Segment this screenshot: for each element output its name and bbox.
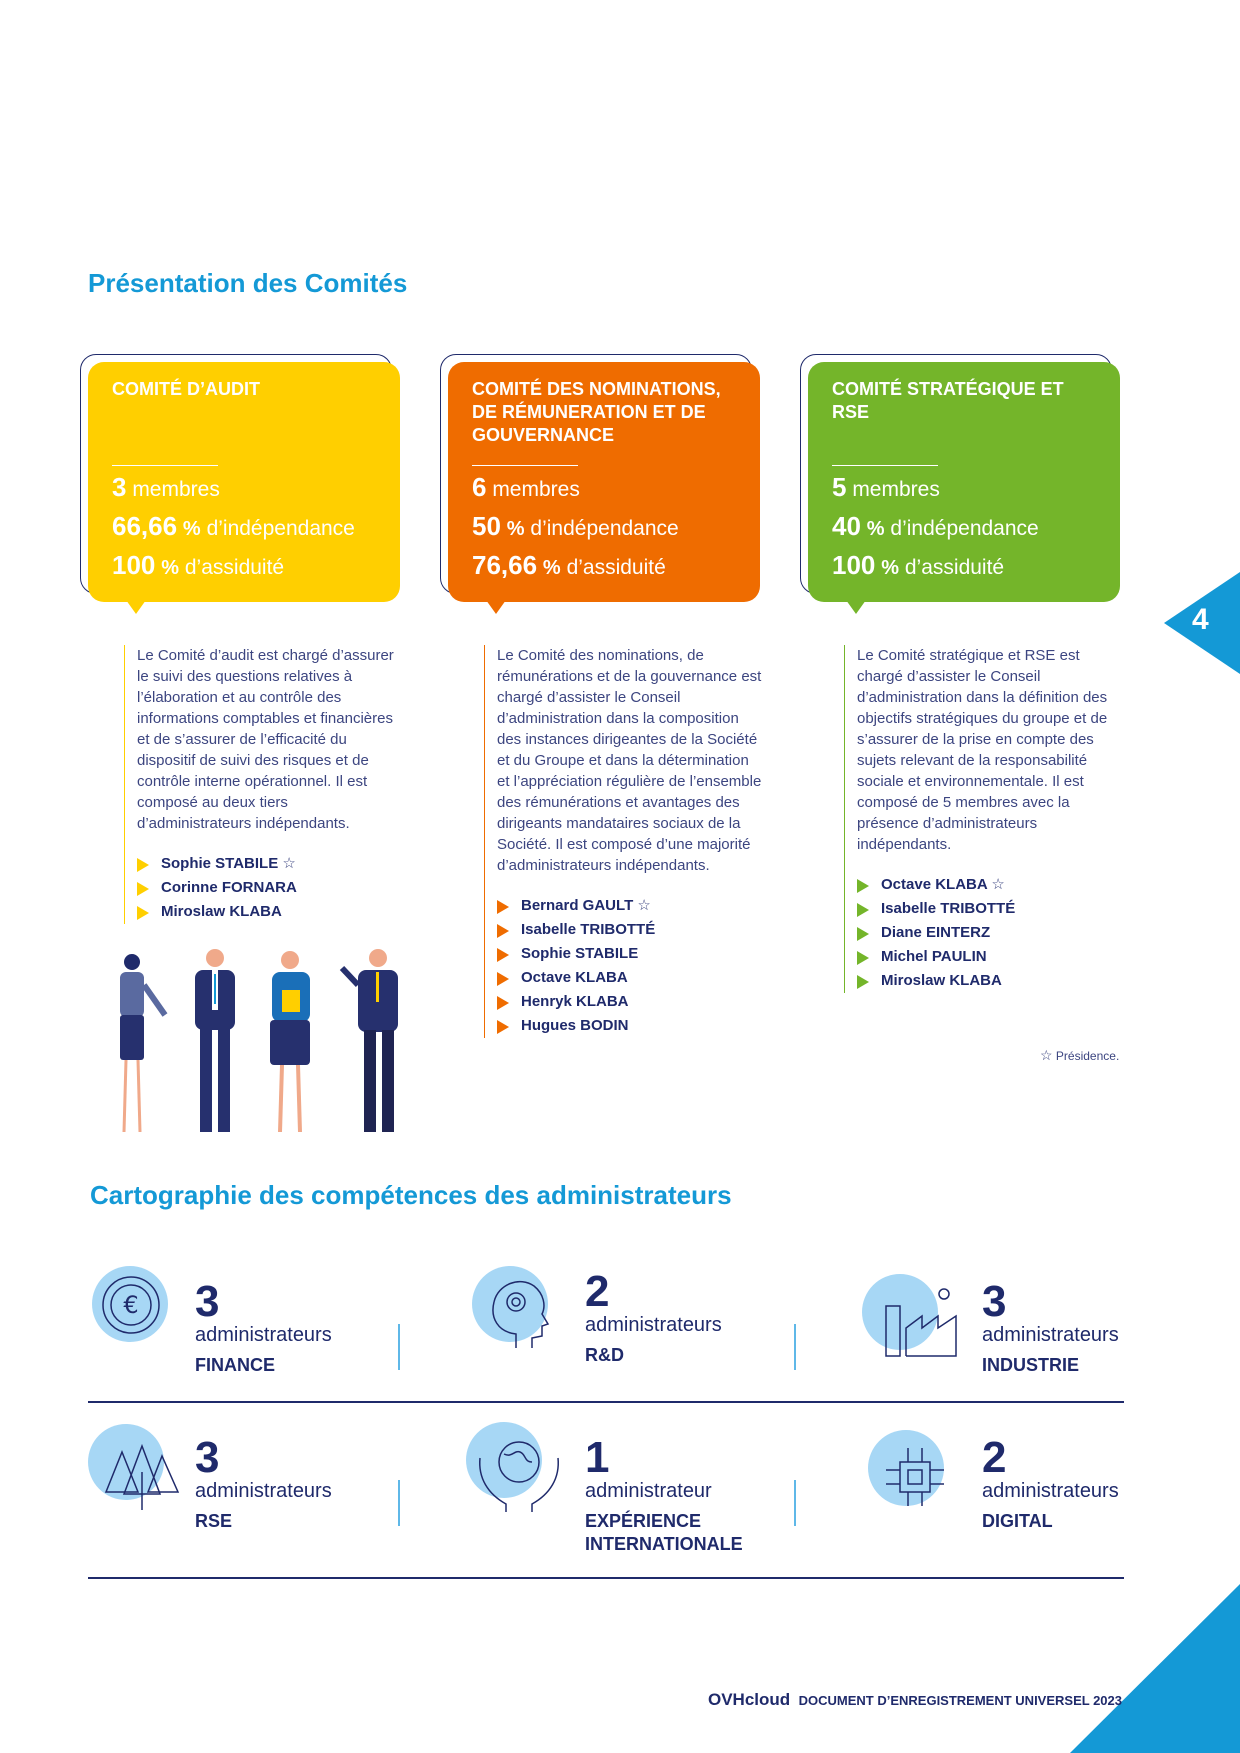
globe-hands-icon — [474, 1428, 564, 1514]
competence-international — [466, 1418, 746, 1554]
member-item: Octave KLABA ☆ — [857, 873, 1125, 897]
member-item: Henryk KLABA — [497, 990, 765, 1014]
member-item: Sophie STABILE ☆ — [137, 852, 405, 876]
business-people-illustration — [110, 940, 410, 1140]
member-item: Miroslaw KLABA — [857, 969, 1125, 993]
independence-stat: 50 % d’indépendance — [472, 511, 679, 541]
committees-section-title: Présentation des Comités — [88, 268, 408, 298]
competence-unit: administrateur — [585, 1480, 712, 1502]
competence-count: 1 — [585, 1433, 610, 1482]
member-item: Sophie STABILE — [497, 942, 765, 966]
member-list — [857, 873, 1125, 993]
footer-document-title: DOCUMENT D’ENREGISTREMENT UNIVERSEL 2023 — [798, 1693, 1122, 1708]
chapter-number: 4 — [1192, 603, 1209, 636]
member-item: Corinne FORNARA — [137, 876, 405, 900]
audit-committee-card — [88, 362, 400, 602]
competence-industrie — [862, 1262, 1142, 1382]
competence-unit: administrateurs — [982, 1480, 1119, 1502]
competence-category: EXPÉRIENCE INTERNATIONALE — [585, 1511, 743, 1554]
member-item: Isabelle TRIBOTTÉ — [497, 918, 765, 942]
competence-category: DIGITAL — [982, 1511, 1053, 1531]
competence-count: 2 — [982, 1433, 1007, 1482]
euro-coin-icon — [94, 1268, 168, 1342]
committee-title: COMITÉ STRATÉGIQUE ET RSE — [832, 379, 1064, 422]
attendance-stat: 100 % d’assiduité — [832, 550, 1005, 580]
committee-title: COMITÉ D’AUDIT — [112, 379, 260, 399]
competence-digital — [866, 1418, 1146, 1538]
competence-count: 3 — [195, 1433, 220, 1482]
page-footer — [708, 1690, 1122, 1710]
competence-count: 2 — [585, 1267, 610, 1316]
member-item: Isabelle TRIBOTTÉ — [857, 897, 1125, 921]
competences-section-title: Cartographie des compétences des administrateurs — [90, 1180, 732, 1210]
member-item: Miroslaw KLABA — [137, 900, 405, 924]
committee-title: COMITÉ DES NOMINATIONS, DE RÉMUNERATION ET DE GOUVERNANCE — [472, 379, 721, 445]
audit-committee-description: Le Comité d’audit est chargé d’assurer le suivi des questions relatives à l’élaboration et au contrôle des informations comptables et financières et de s’assurer de l’efficacité du dispositif de suivi des risques et de contrôle interne opérationnel. Il est composé au deux tiers d’administrateurs indépendants. Sophie STABILE ☆ Corinne FORNARA Miroslaw KLABA — [124, 645, 405, 924]
competence-count: 3 — [195, 1277, 220, 1326]
chip-icon — [880, 1442, 950, 1512]
competence-unit: administrateurs — [585, 1314, 722, 1336]
competence-rse — [88, 1418, 368, 1538]
footer-brand: OVHcloud — [708, 1690, 791, 1709]
corner-decoration — [1070, 1584, 1240, 1753]
members-stat: 5 membres — [832, 472, 940, 502]
member-list — [497, 894, 765, 1038]
competence-category: FINANCE — [195, 1355, 275, 1375]
trees-icon — [102, 1442, 182, 1512]
member-item: Diane EINTERZ — [857, 921, 1125, 945]
independence-stat: 40 % d’indépendance — [832, 511, 1039, 541]
member-item: Bernard GAULT ☆ — [497, 894, 765, 918]
member-item: Hugues BODIN — [497, 1014, 765, 1038]
competence-category: R&D — [585, 1345, 624, 1365]
competence-unit: administrateurs — [195, 1324, 332, 1346]
competence-rd — [470, 1262, 750, 1382]
head-gear-icon — [476, 1268, 562, 1354]
independence-stat: 66,66 % d’indépendance — [112, 511, 355, 541]
strategy-committee-card — [808, 362, 1120, 602]
competence-unit: administrateurs — [195, 1480, 332, 1502]
competence-category: RSE — [195, 1511, 233, 1531]
members-stat: 6 membres — [472, 472, 580, 502]
factory-icon — [882, 1288, 962, 1358]
member-item: Michel PAULIN — [857, 945, 1125, 969]
svg-text:€: € — [123, 1291, 139, 1319]
members-stat: 3 membres — [112, 472, 220, 502]
attendance-stat: 100 % d’assiduité — [112, 550, 285, 580]
member-list — [137, 852, 405, 924]
nominations-committee-card — [448, 362, 760, 602]
presidency-legend: ☆ Présidence. — [1040, 1047, 1120, 1063]
competence-unit: administrateurs — [982, 1324, 1119, 1346]
member-item: Octave KLABA — [497, 966, 765, 990]
attendance-stat: 76,66 % d’assiduité — [472, 550, 666, 580]
strategy-committee-description: Le Comité stratégique et RSE est chargé d’assister le Conseil d’administration dans la définition des objectifs stratégiques du groupe et de s’assurer de la prise en compte des sujets relevant de la responsabilité sociale et environnementale. Il est composé de 5 membres avec la présence d’administrateurs indépendants. Octave KLABA ☆ Isabelle TRIBOTTÉ Diane EINTERZ Michel PAULIN Miroslaw KLABA — [844, 645, 1125, 993]
competence-category: INDUSTRIE — [982, 1355, 1080, 1375]
competence-finance — [88, 1262, 368, 1382]
nominations-committee-description: Le Comité des nominations, de rémunérations et de la gouvernance est chargé d’assister le Conseil d’administration dans la composition des instances dirigeantes de la Société et du Groupe et dans la détermination et l’appréciation régulière de l’ensemble des rémunérations et avantages des dirigeants mandataires sociaux de la Société. Il est composé d’une majorité d’administrateurs indépendants. Bernard GAULT ☆ Isabelle TRIBOTTÉ Sophie STABILE Octave KLABA Henryk KLABA Hugues BODIN — [484, 645, 765, 1038]
competence-count: 3 — [982, 1277, 1007, 1326]
